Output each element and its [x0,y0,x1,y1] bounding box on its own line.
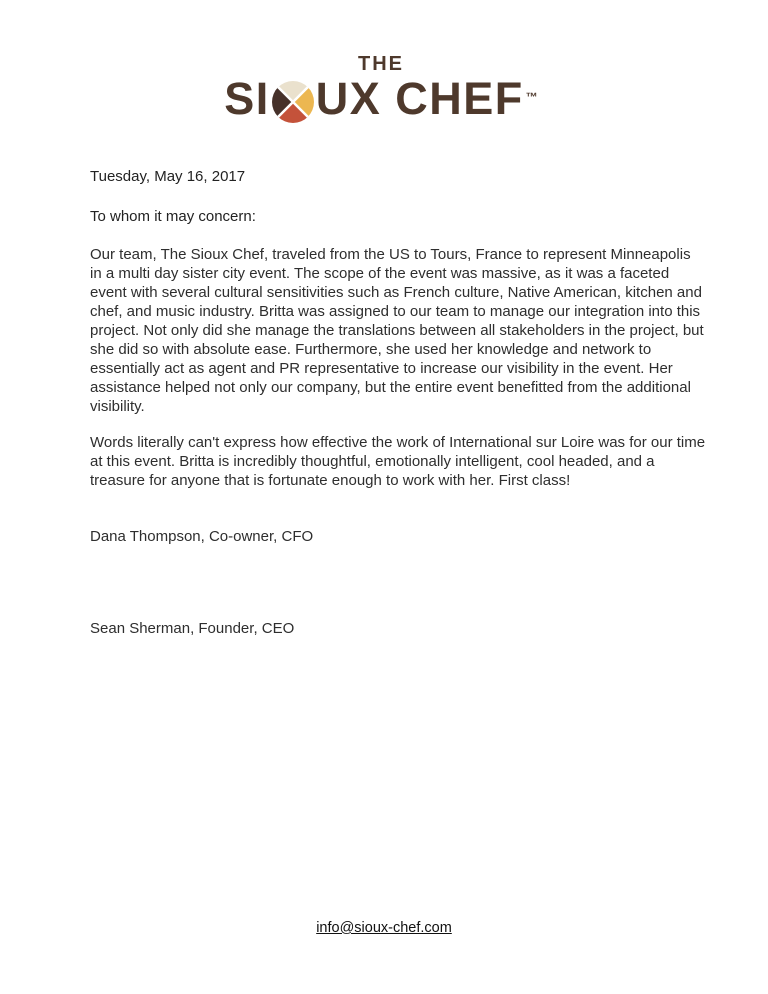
letter-footer [0,920,768,936]
signature-dana-thompson: Dana Thompson, Co-owner, CFO [90,528,314,545]
body-paragraph-1: Our team, The Sioux Chef, traveled from the US to Tours, France to represent Minneapolis in a multi day sister city event. The scope of the event was massive, as it was a faceted event with several cultural sensitivities such as French culture, Native American, kitchen and chef, and music industry. Britta was assigned to our team to manage our integration into this project. Not only did she manage the translations between all stakeholders in the project, but she did so with absolute ease. Furthermore, she used her knowledge and network to essentially act as agent and PR representative to increase our visibility in the event. Her assistance helped not only our company, but the entire event benefitted from the additional visibility. [90,246,704,415]
logo-wordmark [0,73,762,124]
logo-word-si: SI [224,73,270,124]
body-paragraph-2: Words literally can't express how effective the work of International sur Loire was for our time at this event. Britta is incredibly thoughtful, emotionally intelligent, cool headed, and a treasure for anyone that is fortunate enough to work with her. First class! [90,434,706,489]
medicine-wheel-icon [272,81,314,123]
trademark-symbol: ™ [525,90,538,104]
logo-word-ux-chef: UX CHEF [315,73,524,124]
sioux-chef-logo [0,54,762,122]
letter-date: Tuesday, May 16, 2017 [90,168,246,185]
email-link[interactable]: info@sioux-chef.com [316,920,452,936]
letter-salutation: To whom it may concern: [90,208,256,225]
letter-body [90,167,706,638]
signature-sean-sherman: Sean Sherman, Founder, CEO [90,620,295,637]
logo-word-the: THE [358,53,404,75]
